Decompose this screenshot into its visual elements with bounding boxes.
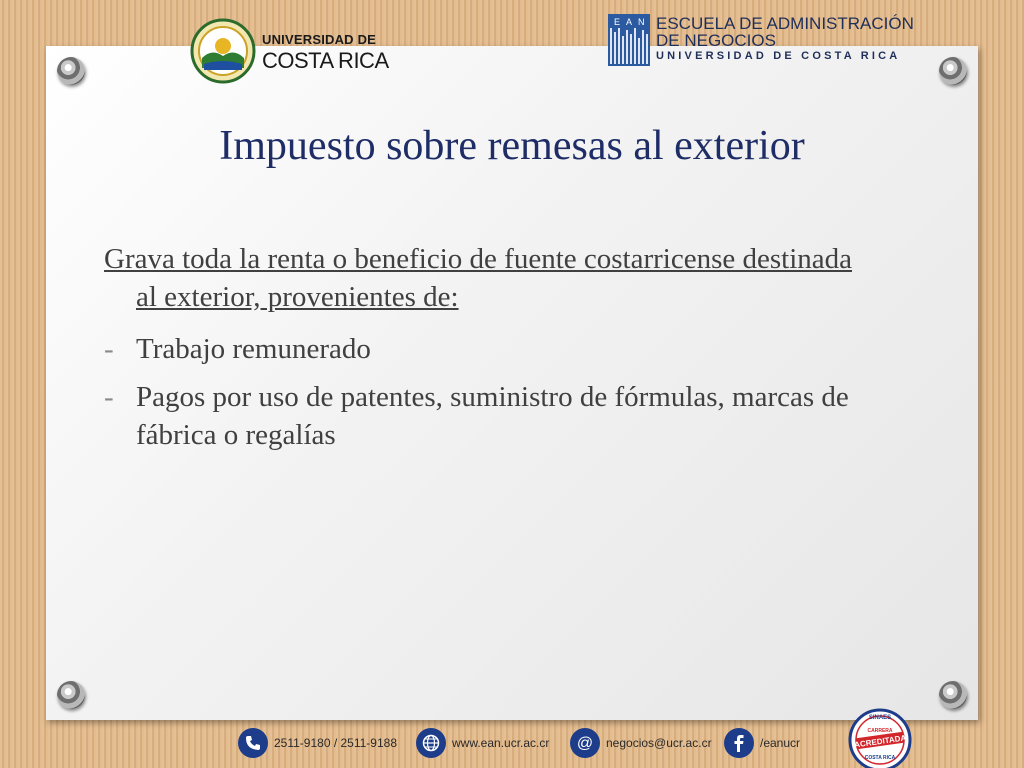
ucr-logo xyxy=(190,18,390,86)
ean-logo-line3: UNIVERSIDAD DE COSTA RICA xyxy=(656,50,901,62)
ean-logo-line2: DE NEGOCIOS xyxy=(656,31,776,50)
sinaes-accreditation-badge xyxy=(844,704,916,768)
ean-letter-n: N xyxy=(638,17,645,27)
ean-logo-line1: ESCUELA DE ADMINISTRACIÓN xyxy=(656,14,914,33)
ucr-logo-line2: COSTA RICA xyxy=(262,48,389,73)
pushpin-icon xyxy=(57,681,85,709)
facebook-icon xyxy=(724,728,754,758)
slide-content xyxy=(104,240,864,464)
globe-icon xyxy=(416,728,446,758)
bullet-item xyxy=(104,378,864,454)
ean-letter-e: E xyxy=(614,17,621,27)
intro-paragraph: Grava toda la renta o beneficio de fuente costarricense destinada al exterior, provenientes de: xyxy=(104,243,852,313)
bullet-marker: - xyxy=(104,333,114,365)
at-icon xyxy=(570,728,600,758)
facebook-text: /eanucr xyxy=(760,736,801,750)
svg-text:@: @ xyxy=(576,735,594,752)
slide-title: Impuesto sobre remesas al exterior xyxy=(219,123,805,169)
ucr-seal-icon xyxy=(190,18,256,84)
bullet-marker: - xyxy=(104,381,114,413)
badge-mid1-text: CARRERA xyxy=(867,728,893,734)
ean-logo xyxy=(608,14,918,70)
badge-bottom-text: COSTA RICA xyxy=(864,755,896,761)
phone-text: 2511-9180 / 2511-9188 xyxy=(274,736,397,750)
bullet-text: Pagos por uso de patentes, suministro de fórmulas, marcas de fábrica o regalías xyxy=(136,381,849,451)
ean-mark-icon xyxy=(608,14,650,66)
pushpin-icon xyxy=(939,57,967,85)
phone-icon xyxy=(238,728,268,758)
footer-phone xyxy=(238,726,397,760)
ean-letter-a: A xyxy=(626,17,633,27)
web-text: www.ean.ucr.ac.cr xyxy=(452,736,550,750)
pushpin-icon xyxy=(57,57,85,85)
footer-facebook[interactable] xyxy=(724,726,800,760)
email-text: negocios@ucr.ac.cr xyxy=(606,736,712,750)
badge-top-text: SINAES xyxy=(868,715,892,721)
bullet-item xyxy=(104,330,864,368)
footer-web[interactable] xyxy=(416,726,549,760)
badge-mid2-text: ACREDITADA xyxy=(853,733,907,750)
contact-footer xyxy=(238,726,838,760)
bullet-text: Trabajo remunerado xyxy=(136,333,371,365)
pushpin-icon xyxy=(939,681,967,709)
ucr-logo-line1: UNIVERSIDAD DE xyxy=(262,32,377,47)
footer-email[interactable] xyxy=(570,726,712,760)
